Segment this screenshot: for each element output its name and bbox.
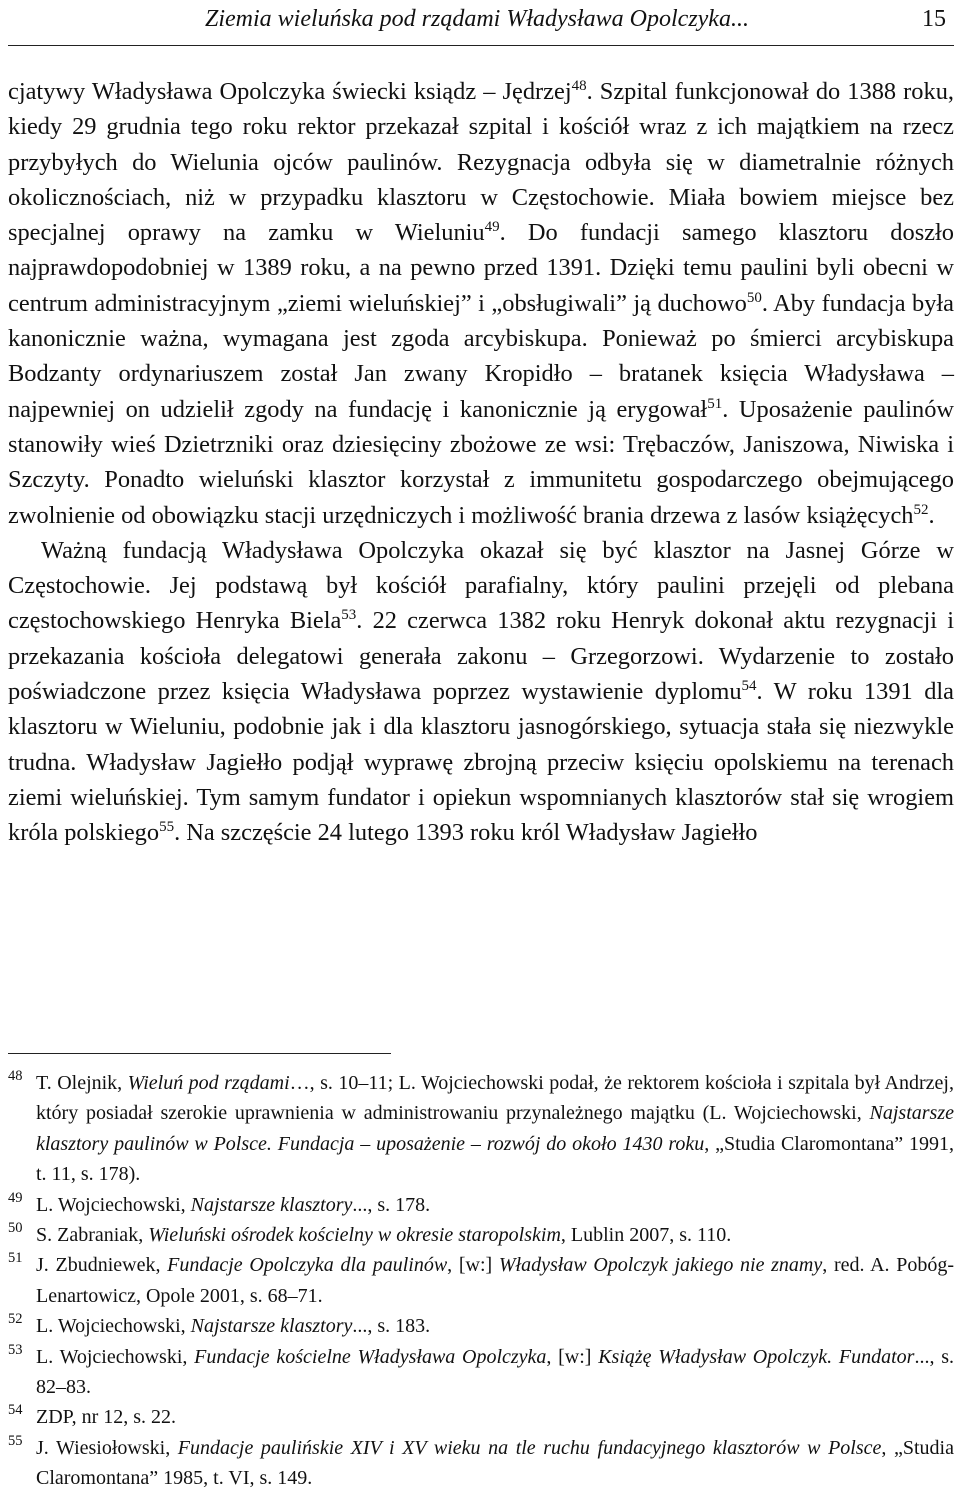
text-run: cjatywy Władysława Opolczyka świecki ksiądz – Jędrzej (8, 78, 572, 105)
footnote-number: 53 (8, 1341, 23, 1358)
italic-text: Fundacje Opolczyka dla paulinów (167, 1254, 448, 1277)
text-run: . Szpital funkcjonował do 1388 roku, kiedy 29 grudnia tego roku rektor przekazał szpital i kościół wraz z ich majątkiem na rzecz przybyłych do Wielunia ojców paulinów. Rezygnacja odbyła się w diametralnie różnych okolicznościach, niż w przypadku klasztoru w Częstochowie. Miała bowiem miejsce bez specjalnej oprawy na zamku w Wieluniu (8, 78, 954, 247)
footnote-text (36, 1254, 954, 1306)
italic-text: Najstarsze klasztory (190, 1193, 353, 1216)
text-run: J. Zbudniewek, (36, 1254, 168, 1277)
running-title: Ziemia wieluńska pod rządami Władysława Opolczyka... (205, 6, 749, 32)
text-run: , „Studia Claromontana” 1985, t. VI, s. 149. (36, 1436, 954, 1490)
text-run: ZDP, nr 12, s. 22. (36, 1406, 177, 1429)
italic-text: Fundacje kościelne Władysława Opolczyka (194, 1345, 547, 1368)
text-run: . Do fundacji samego klasztoru doszło najprawdopodobniej w 1389 roku, a na pewno przed 1391. Dzięki temu paulini byli obecni w centrum administracyjnym „ziemi wieluńskiej” i „obsługiwali” ją duchowo (8, 219, 954, 317)
footnote-reference: 51 (707, 395, 723, 412)
paragraph (8, 74, 954, 533)
footnote-reference: 55 (159, 819, 175, 836)
footnote-number: 55 (8, 1432, 23, 1449)
text-run: ..., s. 178. (352, 1193, 431, 1216)
text-run: . W roku 1391 dla klasztoru w Wieluniu, podobnie jak i dla klasztoru jasnogórskiego, sytuacja stała się niezwykle trudna. Władysław Jagiełło podjął wyprawę zbrojną przeciw księciu opolskiemu na terenach ziemi wieluńskiej. Tym samym fundator i opiekun wspomnianych klasztorów stał się wrogiem króla polskiego (8, 678, 954, 847)
text-run: L. Wojciechowski, (36, 1315, 191, 1338)
italic-text: Wieluński ośrodek kościelny w okresie staropolskim (148, 1224, 561, 1247)
italic-text: Książę Władysław Opolczyk. Fundator (598, 1345, 915, 1368)
footnote-text (36, 1437, 954, 1489)
text-run: , „Studia Claromontana” 1991, t. 11, s. 178). (36, 1132, 954, 1186)
text-run: . Uposażenie paulinów stanowiły wieś Dzietrzniki oraz dziesięciny zbożowe ze wsi: Trębaczów, Janiszowa, Niwiska i Szczyty. Ponadto wieluński klasztor korzystał z immunitetu gospodarczego obejmującego zwolnienie od obowiązku stacji urzędniczych i możliwość brania drzewa z lasów książęcych (8, 395, 954, 529)
italic-text: Najstarsze klasztory paulinów w Polsce. Fundacja – uposażenie – rozwój do około 1430 roku (36, 1102, 954, 1155)
page-number: 15 (922, 6, 946, 32)
text-run: . (928, 501, 935, 529)
footnote-number: 49 (8, 1189, 23, 1206)
footnotes (8, 1068, 954, 1494)
footnote-separator (8, 1053, 391, 1054)
text-run: J. Wiesiołowski, (36, 1436, 178, 1459)
header-rule (8, 45, 954, 46)
page-header (0, 0, 960, 56)
footnote-reference: 52 (913, 501, 929, 518)
footnote-number: 54 (8, 1402, 23, 1419)
footnote-number: 52 (8, 1311, 23, 1328)
text-run: , Lublin 2007, s. 110. (560, 1224, 732, 1247)
text-run: L. Wojciechowski, (36, 1193, 191, 1216)
footnote (8, 1311, 954, 1341)
text-run: ..., s. 183. (352, 1315, 431, 1338)
footnote (8, 1433, 954, 1494)
text-run: T. Olejnik, (36, 1072, 128, 1094)
text-run: , [w:] (447, 1254, 499, 1277)
italic-text: Najstarsze klasztory (190, 1315, 353, 1338)
footnote-reference: 49 (484, 219, 500, 236)
footnote-reference: 54 (741, 678, 757, 695)
italic-text: Fundacje paulińskie XIV i XV wieku na tle ruchu fundacyjnego klasztorów w Polsce (177, 1436, 882, 1459)
text-run: S. Zabraniak, (36, 1224, 149, 1247)
footnote-number: 50 (8, 1220, 23, 1237)
footnote (8, 1190, 954, 1220)
footnote (8, 1220, 954, 1250)
italic-text: Wieluń pod rządami (127, 1072, 290, 1094)
paragraph (8, 533, 954, 851)
text-run: ..., s. 82–83. (36, 1345, 954, 1399)
footnote (8, 1250, 954, 1311)
text-run: L. Wojciechowski, (36, 1345, 195, 1368)
text-run: …, s. 10–11; L. Wojciechowski podał, że rektorem kościoła i szpitala był Andrzej, który posiadał szerokie uprawnienia w administrowaniu przynależnego majątku (L. Wojciechowski, (36, 1072, 954, 1125)
footnote-reference: 48 (571, 78, 587, 94)
text-run: , red. A. Pobóg-Lenartowicz, Opole 2001, s. 68–71. (36, 1254, 955, 1307)
footnote (8, 1342, 954, 1403)
footnote-text (36, 1346, 954, 1398)
body-text (8, 74, 954, 851)
text-run: . 22 czerwca 1382 roku Henryk dokonał aktu rezygnacji i przekazania kościoła delegatowi generała zakonu – Grzegorzowi. Wydarzenie to zostało poświadczone przez księcia Władysława poprzez wystawienie dyplomu (8, 607, 954, 706)
footnote (8, 1068, 954, 1190)
footnote-number: 51 (8, 1250, 23, 1267)
italic-text: Władysław Opolczyk jakiego nie znamy (498, 1254, 823, 1277)
text-run: , [w:] (546, 1345, 599, 1368)
footnote-text (36, 1224, 731, 1246)
text-run: Ważną fundacją Władysława Opolczyka okazał się być klasztor na Jasnej Górze w Częstochowie. Jej podstawą był kościół parafialny, który paulini przejęli od plebana częstochowskiego Henryka Biela (8, 536, 954, 635)
footnote-reference: 53 (341, 607, 357, 624)
footnote-text (36, 1194, 430, 1216)
footnote (8, 1402, 954, 1432)
footnote-text (36, 1315, 430, 1337)
footnote-text (36, 1406, 176, 1428)
footnote-reference: 50 (746, 289, 762, 306)
text-run: . Aby fundacja była kanonicznie ważna, wymagana jest zgoda arcybiskupa. Ponieważ po śmierci arcybiskupa Bodzanty ordynariuszem został Jan zwany Kropidło – bratanek księcia Władysława – najpewniej on udzielił zgody na fundację i kanonicznie ją erygował (8, 289, 954, 423)
footnote-number: 48 (8, 1068, 23, 1084)
text-run: . Na szczęście 24 lutego 1393 roku król Władysław Jagiełło (174, 819, 758, 847)
footnote-text (36, 1072, 954, 1185)
